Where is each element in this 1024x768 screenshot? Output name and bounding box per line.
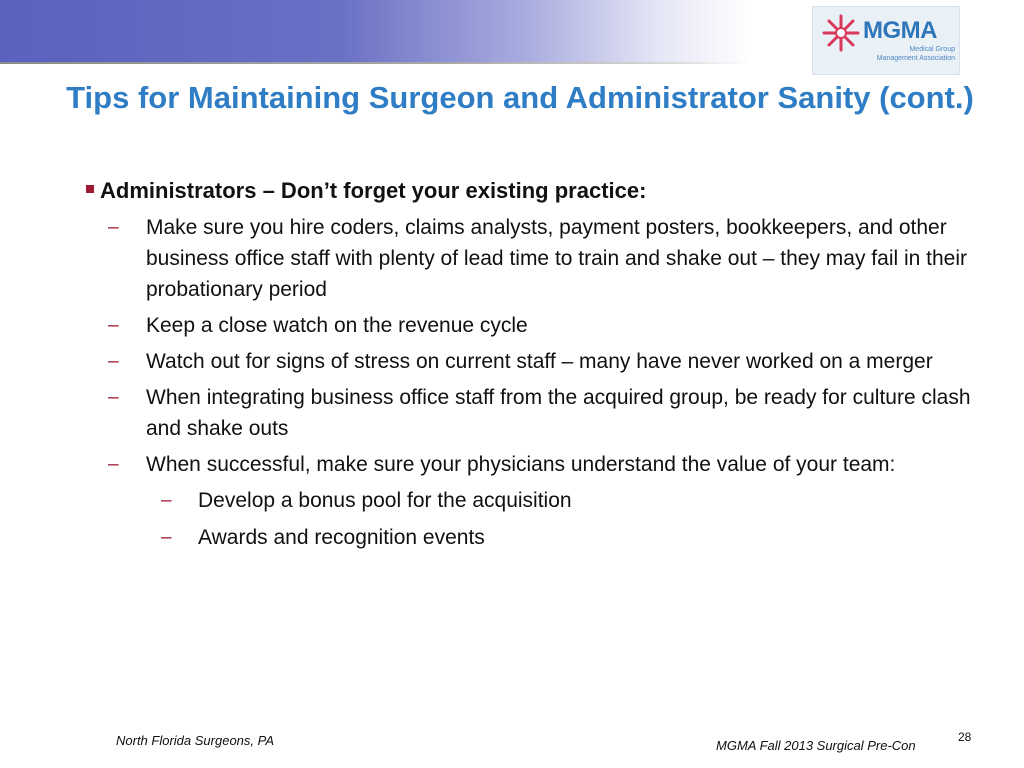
- sub-sub-bullet: [86, 522, 986, 553]
- sub-bullet-text: When integrating business office staff from the acquired group, be ready for culture clash and shake outs: [146, 386, 971, 440]
- dash-bullet-icon: –: [108, 217, 119, 238]
- square-bullet-icon: [86, 185, 94, 193]
- page-number: 28: [958, 730, 972, 744]
- sub-bullet-text: Keep a close watch on the revenue cycle: [146, 314, 528, 337]
- sub-sub-bullet-text: Awards and recognition events: [198, 526, 485, 549]
- dash-bullet-icon: –: [161, 490, 172, 511]
- slide-title: Tips for Maintaining Surgeon and Administrator Sanity (cont.): [66, 80, 974, 115]
- logo-wordmark: MGMA: [863, 17, 937, 44]
- dash-bullet-icon: –: [108, 315, 119, 336]
- main-bullet-text: Administrators – Don’t forget your existing practice:: [100, 178, 647, 203]
- sub-sub-bullet: [86, 485, 986, 516]
- mgma-logo: [812, 6, 960, 75]
- sub-bullet-text: When successful, make sure your physicians understand the value of your team:: [146, 453, 896, 476]
- dash-bullet-icon: –: [108, 351, 119, 372]
- logo-subtitle: [875, 45, 955, 63]
- sub-bullet: [86, 212, 986, 305]
- dash-bullet-icon: –: [108, 454, 119, 475]
- header-divider: [0, 62, 752, 64]
- footer-event: MGMA Fall 2013 Surgical Pre-Con: [716, 738, 916, 753]
- dash-bullet-icon: –: [108, 387, 119, 408]
- sub-bullet: [86, 346, 986, 377]
- logo-subtitle-line1: Medical Group: [909, 46, 955, 53]
- main-bullet: [86, 174, 986, 208]
- sub-bullet-text: Watch out for signs of stress on current staff – many have never worked on a merger: [146, 350, 933, 373]
- dash-bullet-icon: –: [161, 527, 172, 548]
- sub-bullet: [86, 310, 986, 341]
- sub-bullet-text: Make sure you hire coders, claims analysts, payment posters, bookkeepers, and other business office staff with plenty of lead time to train and shake out – they may fail in their probationary period: [146, 216, 968, 301]
- mgma-star-icon: [821, 13, 861, 53]
- sub-bullet: [86, 382, 986, 444]
- logo-subtitle-line2: Management Association: [876, 55, 955, 62]
- footer-organization: North Florida Surgeons, PA: [116, 733, 274, 748]
- slide-body: [86, 174, 986, 559]
- sub-bullet: [86, 449, 986, 480]
- header-gradient-band: [0, 0, 752, 62]
- sub-sub-bullet-text: Develop a bonus pool for the acquisition: [198, 489, 572, 512]
